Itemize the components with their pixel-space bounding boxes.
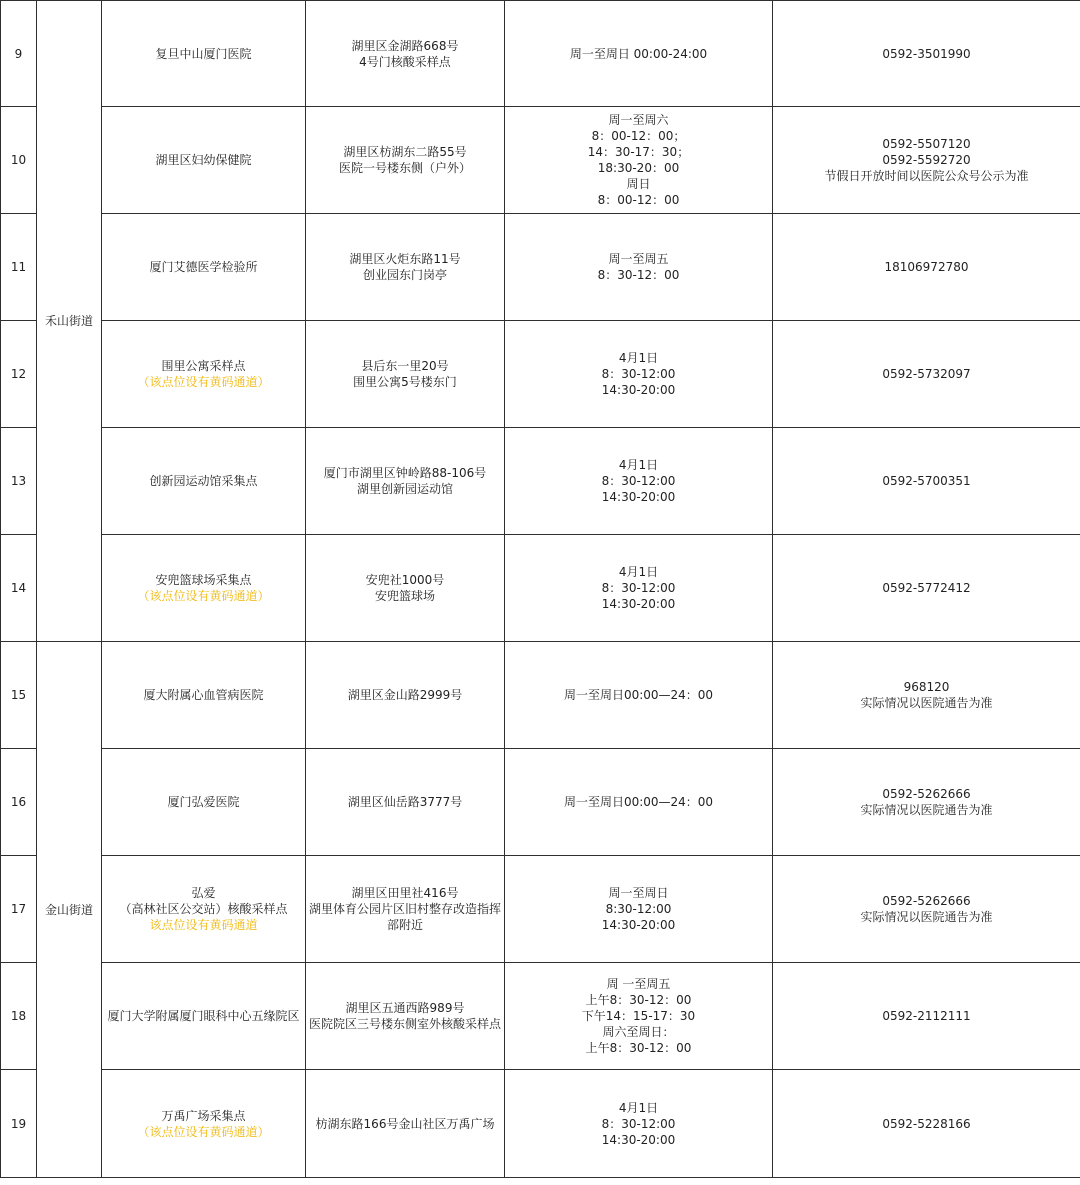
cell-line: 8：30-12:00	[601, 581, 676, 595]
cell-line: 18106972780	[884, 260, 969, 274]
cell-line: 实际情况以医院通告为准	[860, 803, 993, 817]
opening-hours	[505, 963, 773, 1070]
opening-hours	[505, 107, 773, 214]
cell-line: 复旦中山厦门医院	[155, 46, 252, 61]
cell-line: 4号门核酸采样点	[359, 54, 451, 69]
site-address	[306, 642, 505, 749]
contact-phone	[773, 749, 1080, 856]
cell-line: 14：30-17：30；	[587, 145, 690, 159]
site-name	[102, 107, 306, 214]
cell-line: 湖里区仙岳路3777号	[347, 795, 463, 809]
cell-line: 0592-5700351	[882, 474, 971, 488]
cell-line: 湖里体育公园片区旧村整存改造指挥部附近	[309, 902, 502, 932]
cell-line: 创新园运动馆采集点	[149, 474, 258, 488]
cell-line: 周一至周六	[608, 113, 669, 127]
cell-line: 周日	[626, 177, 651, 191]
site-name	[102, 1, 306, 107]
cell-line: 县后东一里20号	[361, 359, 449, 373]
cell-line: 0592-5732097	[882, 367, 971, 381]
cell-line: 968120	[903, 680, 950, 694]
cell-line: 厦门弘爱医院	[167, 795, 240, 809]
site-name	[102, 963, 306, 1070]
cell-line: 创业园东门岗亭	[362, 268, 447, 282]
cell-line: 安兜社1000号	[365, 573, 445, 587]
row-number: 14	[1, 535, 37, 642]
cell-line: 8：00-12：00	[597, 193, 680, 207]
cell-line: 医院院区三号楼东侧室外核酸采样点	[309, 1017, 502, 1031]
cell-line: 周六至周日：	[602, 1025, 675, 1039]
cell-line: 上午8：30-12：00	[585, 1041, 692, 1055]
contact-phone	[773, 107, 1080, 214]
cell-line: 厦大附属心血管病医院	[143, 688, 264, 702]
cell-line: 实际情况以医院通告为准	[860, 696, 993, 710]
cell-line: 8：30-12：00	[597, 268, 680, 282]
site-address	[306, 1070, 505, 1178]
cell-line: 14:30-20:00	[601, 383, 676, 397]
contact-phone	[773, 1, 1080, 107]
cell-line: 围里公寓采样点	[161, 359, 246, 373]
table-row	[1, 1070, 1080, 1178]
site-name	[102, 749, 306, 856]
row-number: 19	[1, 1070, 37, 1178]
table-row	[1, 1, 1080, 107]
row-number: 16	[1, 749, 37, 856]
cell-line: 0592-2112111	[882, 1009, 971, 1023]
cell-line: 0592-5592720	[882, 153, 971, 167]
cell-line: 湖里区火炬东路11号	[349, 252, 461, 266]
cell-line: 14:30-20:00	[601, 1132, 676, 1147]
contact-phone	[773, 1070, 1080, 1178]
cell-line: 厦门艾德医学检验所	[149, 260, 258, 274]
cell-line: 8:30-12:00	[605, 902, 672, 916]
cell-line: 0592-5228166	[882, 1116, 971, 1131]
site-name	[102, 428, 306, 535]
site-address	[306, 749, 505, 856]
cell-line: 周一至周日 00:00-24:00	[569, 46, 708, 61]
cell-line: 0592-5772412	[882, 581, 971, 595]
site-address	[306, 856, 505, 963]
cell-line: 4月1日	[618, 458, 659, 472]
cell-line: 医院一号楼东侧（户外）	[338, 161, 471, 175]
table-row	[1, 642, 1080, 749]
street-name: 禾山街道	[37, 1, 102, 642]
yellow-code-note: （该点位设有黄码通道）	[137, 589, 270, 603]
cell-line: 围里公寓5号楼东门	[353, 375, 457, 389]
table-body	[1, 1, 1080, 1178]
table-row	[1, 749, 1080, 856]
opening-hours	[505, 642, 773, 749]
cell-line: 0592-5262666	[882, 894, 971, 908]
row-number: 12	[1, 321, 37, 428]
cell-line: 4月1日	[618, 565, 659, 579]
site-address	[306, 1, 505, 107]
contact-phone	[773, 856, 1080, 963]
site-address	[306, 535, 505, 642]
site-address	[306, 214, 505, 321]
cell-line: 弘爱	[191, 886, 216, 900]
yellow-code-note: （该点位设有黄码通道）	[137, 1124, 270, 1139]
cell-line: 周 一至周五	[606, 977, 671, 991]
row-number: 10	[1, 107, 37, 214]
cell-line: 湖里区金湖路668号	[351, 38, 459, 53]
contact-phone	[773, 321, 1080, 428]
cell-line: 节假日开放时间以医院公众号公示为准	[824, 169, 1029, 183]
cell-line: 14:30-20:00	[601, 490, 676, 504]
cell-line: 下午14：15-17：30	[581, 1009, 696, 1023]
table-row	[1, 107, 1080, 214]
cell-line: 厦门市湖里区钟岭路88-106号	[323, 466, 487, 480]
row-number: 15	[1, 642, 37, 749]
contact-phone	[773, 642, 1080, 749]
cell-line: 18:30-20：00	[597, 161, 680, 175]
cell-line: 安兜篮球场	[374, 589, 435, 603]
row-number: 11	[1, 214, 37, 321]
cell-line: 湖里区妇幼保健院	[155, 153, 252, 167]
cell-line: 4月1日	[618, 1100, 659, 1115]
site-address	[306, 107, 505, 214]
cell-line: 实际情况以医院通告为准	[860, 910, 993, 924]
cell-line: 万禹广场采集点	[161, 1108, 246, 1123]
cell-line: 8：30-12:00	[601, 1116, 676, 1131]
table-row	[1, 428, 1080, 535]
cell-line: 湖里创新园运动馆	[356, 482, 453, 496]
contact-phone	[773, 535, 1080, 642]
table-row	[1, 963, 1080, 1070]
table-row	[1, 535, 1080, 642]
site-address	[306, 321, 505, 428]
cell-line: 上午8：30-12：00	[585, 993, 692, 1007]
cell-line: 湖里区田里社416号	[351, 886, 459, 900]
row-number: 13	[1, 428, 37, 535]
site-name	[102, 214, 306, 321]
cell-line: 周一至周日	[608, 886, 669, 900]
contact-phone	[773, 428, 1080, 535]
opening-hours	[505, 428, 773, 535]
opening-hours	[505, 856, 773, 963]
cell-line: 周一至周日00:00—24：00	[563, 688, 714, 702]
opening-hours	[505, 535, 773, 642]
site-address	[306, 963, 505, 1070]
cell-line: 8：00-12：00；	[591, 129, 686, 143]
table-row	[1, 856, 1080, 963]
site-name	[102, 856, 306, 963]
cell-line: 0592-3501990	[882, 46, 971, 61]
contact-phone	[773, 963, 1080, 1070]
cell-line: 14:30-20:00	[601, 918, 676, 932]
street-name: 金山街道	[37, 642, 102, 1178]
cell-line: 厦门大学附属厦门眼科中心五缘院区	[107, 1009, 300, 1023]
cell-line: 安兜篮球场采集点	[155, 573, 252, 587]
yellow-code-note: 该点位设有黄码通道	[149, 918, 258, 932]
yellow-code-note: （该点位设有黄码通道）	[137, 375, 270, 389]
site-name	[102, 535, 306, 642]
cell-line: 4月1日	[618, 351, 659, 365]
site-name	[102, 1070, 306, 1178]
cell-line: 枋湖东路166号金山社区万禹广场	[315, 1116, 495, 1131]
site-address	[306, 428, 505, 535]
table-row	[1, 321, 1080, 428]
cell-line: 周一至周日00:00—24：00	[563, 795, 714, 809]
opening-hours	[505, 1, 773, 107]
table-row	[1, 214, 1080, 321]
row-number: 9	[1, 1, 37, 107]
row-number: 17	[1, 856, 37, 963]
cell-line: 14:30-20:00	[601, 597, 676, 611]
cell-line: 湖里区五通西路989号	[345, 1001, 465, 1015]
opening-hours	[505, 1070, 773, 1178]
opening-hours	[505, 214, 773, 321]
site-name	[102, 642, 306, 749]
cell-line: 湖里区金山路2999号	[347, 688, 463, 702]
site-name	[102, 321, 306, 428]
contact-phone	[773, 214, 1080, 321]
cell-line: 8：30-12:00	[601, 367, 676, 381]
row-number: 18	[1, 963, 37, 1070]
cell-line: （高林社区公交站）核酸采样点	[119, 902, 288, 916]
cell-line: 湖里区枋湖东二路55号	[343, 145, 467, 159]
cell-line: 0592-5507120	[882, 137, 971, 151]
cell-line: 周一至周五	[608, 252, 669, 266]
cell-line: 8：30-12:00	[601, 474, 676, 488]
opening-hours	[505, 321, 773, 428]
cell-line: 0592-5262666	[882, 787, 971, 801]
opening-hours	[505, 749, 773, 856]
